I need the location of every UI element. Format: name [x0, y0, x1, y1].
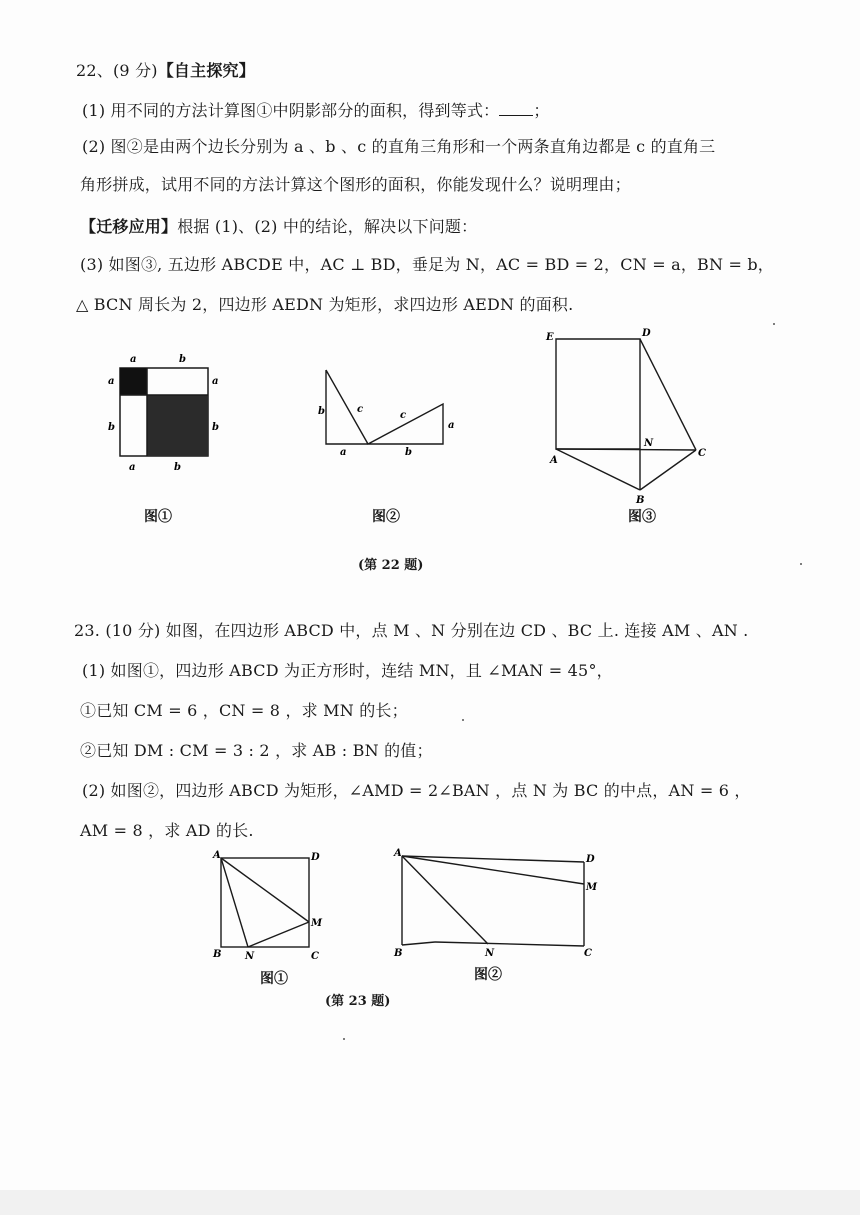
q23-part1-ii: ②已知 DM : CM = 3 : 2 ，求 AB : BN 的值； — [80, 741, 433, 760]
q22-part2-line2: 角形拼成，试用不同的方法计算这个图形的面积，你能发现什么？说明理由； — [80, 175, 631, 194]
fig3-label-n: N — [644, 438, 654, 449]
q22-fig3-caption: 图③ — [628, 509, 656, 525]
fig1-label-a-right: a — [212, 376, 219, 387]
q22-caption: (第 22 题) — [358, 558, 424, 573]
fig3-label-c: C — [698, 448, 706, 459]
q23-fig1-label-a: A — [213, 850, 221, 861]
q23-fig1-label-n: N — [245, 951, 255, 962]
q23-fig1-label-c: C — [311, 951, 319, 962]
transfer-text: 根据 (1)、(2) 中的结论，解决以下问题： — [177, 217, 478, 236]
fig1-label-a-top: a — [130, 354, 137, 365]
q22-header — [76, 58, 255, 81]
q23-part2-line1: (2) 如图②，四边形 ABCD 为矩形，∠AMD = 2∠BAN ，点 N 为 BC 的中点，AN = 6 ， — [82, 781, 751, 800]
q22-fig1-caption: 图① — [144, 509, 172, 525]
q23-fig2-label-m: M — [586, 882, 598, 893]
q22-figure-2 — [310, 360, 470, 460]
q23-fig1-label-m: M — [311, 918, 323, 929]
fig1-label-a-bottom: a — [129, 462, 136, 473]
q23-figure-1 — [205, 842, 330, 967]
q22-figure-1 — [100, 350, 230, 475]
q23-fig1-label-d: D — [311, 852, 320, 863]
q23-part1-i: ①已知 CM = 6 ，CN = 8 ，求 MN 的长； — [80, 701, 408, 720]
q22-number: 22、(9 分) — [76, 61, 158, 80]
q23-part1: (1) 如图①，四边形 ABCD 为正方形时，连结 MN，且 ∠MAN = 45°， — [82, 661, 613, 680]
fig2-label-c-right: c — [400, 410, 407, 421]
fig2-label-a-right: a — [448, 420, 455, 431]
q23-header: 23. (10 分) 如图，在四边形 ABCD 中，点 M 、N 分别在边 CD 、BC 上. 连接 AM 、AN . — [74, 621, 749, 640]
fig3-label-e: E — [546, 332, 554, 343]
q23-fig1-caption: 图① — [260, 971, 288, 987]
fig2-label-c-left: c — [357, 404, 364, 415]
fig1-label-a-left: a — [108, 376, 115, 387]
q23-fig2-label-c: C — [584, 948, 592, 959]
fig3-label-a: A — [550, 455, 558, 466]
q23-fig1-label-b: B — [213, 949, 222, 960]
q22-part1 — [82, 98, 550, 121]
q22-fig2-caption: 图② — [372, 509, 400, 525]
scan-speck — [462, 719, 464, 721]
q22-part1-end: ； — [533, 101, 550, 120]
q22-transfer — [80, 214, 477, 237]
fig3-label-d: D — [642, 328, 651, 339]
fig3-label-b: B — [636, 495, 645, 506]
q22-figure-3 — [540, 322, 715, 507]
q23-fig2-caption: 图② — [474, 967, 502, 983]
fig2-label-b-bottom: b — [405, 447, 412, 458]
transfer-tag: 【迁移应用】 — [80, 217, 178, 236]
scan-speck — [800, 563, 802, 565]
scan-speck — [773, 323, 775, 325]
answer-blank — [499, 101, 533, 116]
q23-fig2-label-d: D — [586, 854, 595, 865]
q23-fig2-label-n: N — [485, 948, 495, 959]
q22-tag: 【自主探究】 — [157, 61, 255, 80]
fig2-label-b-left: b — [318, 406, 325, 417]
scan-bottom-edge — [0, 1190, 860, 1215]
fig1-label-b-top: b — [179, 354, 186, 365]
q23-caption: (第 23 题) — [325, 994, 391, 1009]
q22-part3-line1: (3) 如图③, 五边形 ABCDE 中，AC ⊥ BD，垂足为 N，AC = BD = 2，CN = a，BN = b， — [80, 255, 774, 274]
q23-part2-line2: AM = 8 ，求 AD 的长. — [80, 821, 254, 840]
fig1-label-b-right: b — [212, 422, 219, 433]
q22-part3-line2: △ BCN 周长为 2，四边形 AEDN 为矩形，求四边形 AEDN 的面积. — [76, 295, 574, 314]
fig1-label-b-bottom: b — [174, 462, 181, 473]
q22-part1-text: (1) 用不同的方法计算图①中阴影部分的面积，得到等式： — [82, 101, 500, 120]
scan-speck — [343, 1038, 345, 1040]
fig2-label-a-bottom: a — [340, 447, 347, 458]
fig1-label-b-left: b — [108, 422, 115, 433]
q23-fig2-label-b: B — [394, 948, 403, 959]
q23-fig2-label-a: A — [394, 848, 402, 859]
q22-part2-line1: (2) 图②是由两个边长分别为 a 、b 、c 的直角三角形和一个两条直角边都是 c 的直角三 — [82, 137, 716, 156]
q23-figure-2 — [390, 842, 605, 962]
